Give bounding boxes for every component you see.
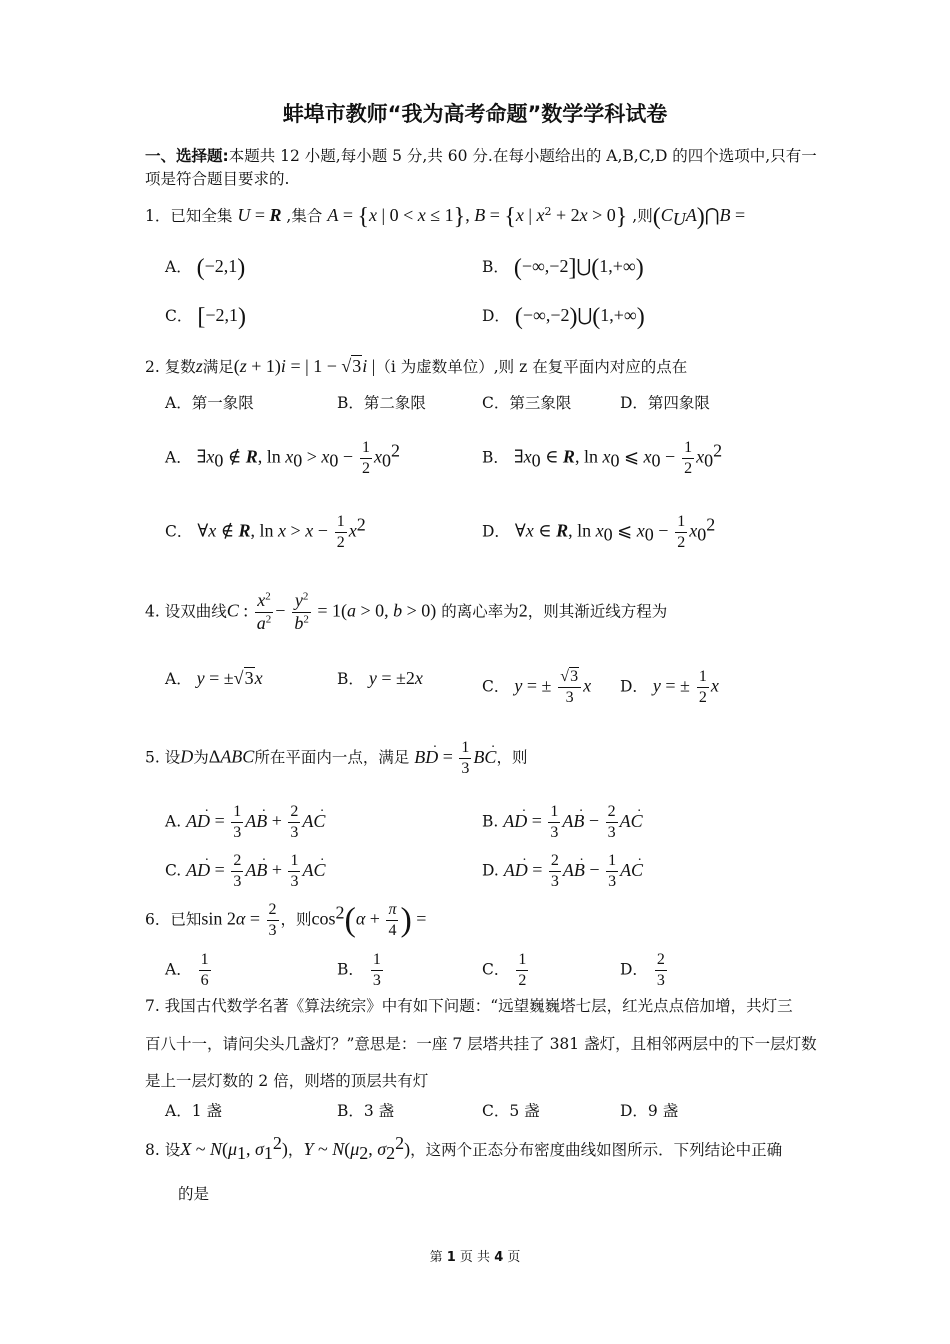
q2-option-d: D．第四象限 xyxy=(620,394,710,412)
q5-option-d: D. · AD = $\frac{2}{3}$ · AB − $\frac{1}{3}$ · AC xyxy=(482,851,643,892)
section-header xyxy=(145,145,817,167)
q4-option-a: A． y = ±√3x xyxy=(165,668,263,688)
q6-option-d: D． $\frac{2}{3}$ xyxy=(620,951,665,989)
q3-option-c: C． ∀x ∉ R, ln x > x − $\frac{1}{2}$ $x^2$ xyxy=(165,513,366,551)
q4-option-c: C． y = ± $\frac{√3}{3}$ x xyxy=(482,668,592,706)
q1-option-a: A． (−2,1) xyxy=(165,255,246,281)
question-7-line2: 百八十一，请问尖头几盏灯？”意思是：一座 7 层塔共挂了 381 盏灯，且相邻两层中的下一层灯数 xyxy=(145,1035,817,1053)
q3-option-b: B． $\exists x_0$ ∈ R, $\ln x_0$ ⩽ $x_0$ − $\frac{1}{2}$ $x_0^2$ xyxy=(482,439,723,477)
q5-option-b: B. · AD = $\frac{1}{3}$ · AB − $\frac{2}{3}$ · AC xyxy=(482,802,643,843)
question-2: 2. 复数z满足(z + 1)i = | 1 − √3i |（i 为虚数单位）,则 z 在复平面内对应的点在 xyxy=(145,356,688,376)
q2-option-a: A．第一象限 xyxy=(165,394,254,412)
q2-option-c: C．第三象限 xyxy=(482,394,572,412)
page-footer: 第 1 页 共 4 页 xyxy=(429,1250,521,1265)
question-7-line1: 7. 我国古代数学名著《算法统宗》中有如下问题：“远望巍巍塔七层，红光点点倍加增，共灯三 xyxy=(145,997,793,1015)
q6-option-b: B． $\frac{1}{3}$ xyxy=(337,951,381,989)
q7-option-c: C．5 盏 xyxy=(482,1102,540,1120)
question-6: 6．已知sin 2α = $\frac{2}{3}$ ，则$\cos^2(\alpha$ + $\frac{\pi}{4}$ ) = xyxy=(145,901,427,939)
q4-option-d: D． y = ± $\frac{1}{2}$ x xyxy=(620,668,719,706)
q1-option-b: B． (−∞,−2]⋃(1,+∞) xyxy=(482,255,644,281)
question-5: 5. 设D为ΔABC所在平面内一点，满足 · BD = $\frac{1}{3}$ · BC，则 xyxy=(145,738,527,779)
q5-option-a: A. · AD = $\frac{1}{3}$ · AB + $\frac{2}{3}$ · AC xyxy=(165,802,325,843)
question-8: 8. 设X ~ $N(\mu_1$, $\sigma_1^2$)，Y ~ $N(\mu_2$, $\sigma_2^2$)，这两个正态分布密度曲线如图所示．下列结论中正确 xyxy=(145,1132,783,1164)
q1-option-d: D． (−∞,−2)⋃(1,+∞) xyxy=(482,304,645,330)
q5-option-c: C. · AD = $\frac{2}{3}$ · AB + $\frac{1}{3}$ · AC xyxy=(165,851,326,892)
q7-option-d: D．9 盏 xyxy=(620,1102,679,1120)
q6-option-c: C． $\frac{1}{2}$ xyxy=(482,951,527,989)
q4-option-b: B． y = ±2x xyxy=(337,668,423,688)
page-total: 4 xyxy=(494,1250,504,1265)
section-desc-line2: 项是符合题目要求的. xyxy=(145,170,290,188)
section-desc-line1: 本题共 12 小题,每小题 5 分,共 60 分.在每小题给出的 A,B,C,D 的四个选项中,只有一 xyxy=(228,147,817,165)
q7-option-a: A．1 盏 xyxy=(165,1102,222,1120)
question-8-line2: 的是 xyxy=(178,1185,210,1203)
question-7-line3: 是上一层灯数的 2 倍，则塔的顶层共有灯 xyxy=(145,1072,429,1090)
q1-option-c: C． [−2,1) xyxy=(165,304,246,330)
question-1: 1．已知全集 U = R ,集合 A = {x | 0 < x ≤ 1}, B = {x | $x^2 + 2x > 0$} ,则$(C_UA)⋂B$ = xyxy=(145,204,746,230)
q7-option-b: B．3 盏 xyxy=(337,1102,395,1120)
question-4: 4. 设双曲线C : $\frac{x^2}{a^2}$ − $\frac{y^2}{b^2}$ = 1(a > 0, b > 0) 的离心率为2，则其渐近线方程为 xyxy=(145,590,668,633)
q3-option-a: A． $\exists x_0$ ∉ R, $\ln x_0 > x_0$ − $\frac{1}{2}$ $x_0^2$ xyxy=(165,439,401,477)
q2-option-b: B．第二象限 xyxy=(337,394,426,412)
q6-option-a: A． $\frac{1}{6}$ xyxy=(165,951,209,989)
q3-option-d: D． ∀x ∈ R, $\ln x_0$ ⩽ $x_0$ − $\frac{1}{2}$ $x_0^2$ xyxy=(482,513,716,551)
exam-title: 蚌埠市教师“我为高考命题”数学学科试卷 xyxy=(282,102,668,126)
section-label: 一、选择题: xyxy=(145,147,229,165)
page-number: 1 xyxy=(446,1250,456,1265)
